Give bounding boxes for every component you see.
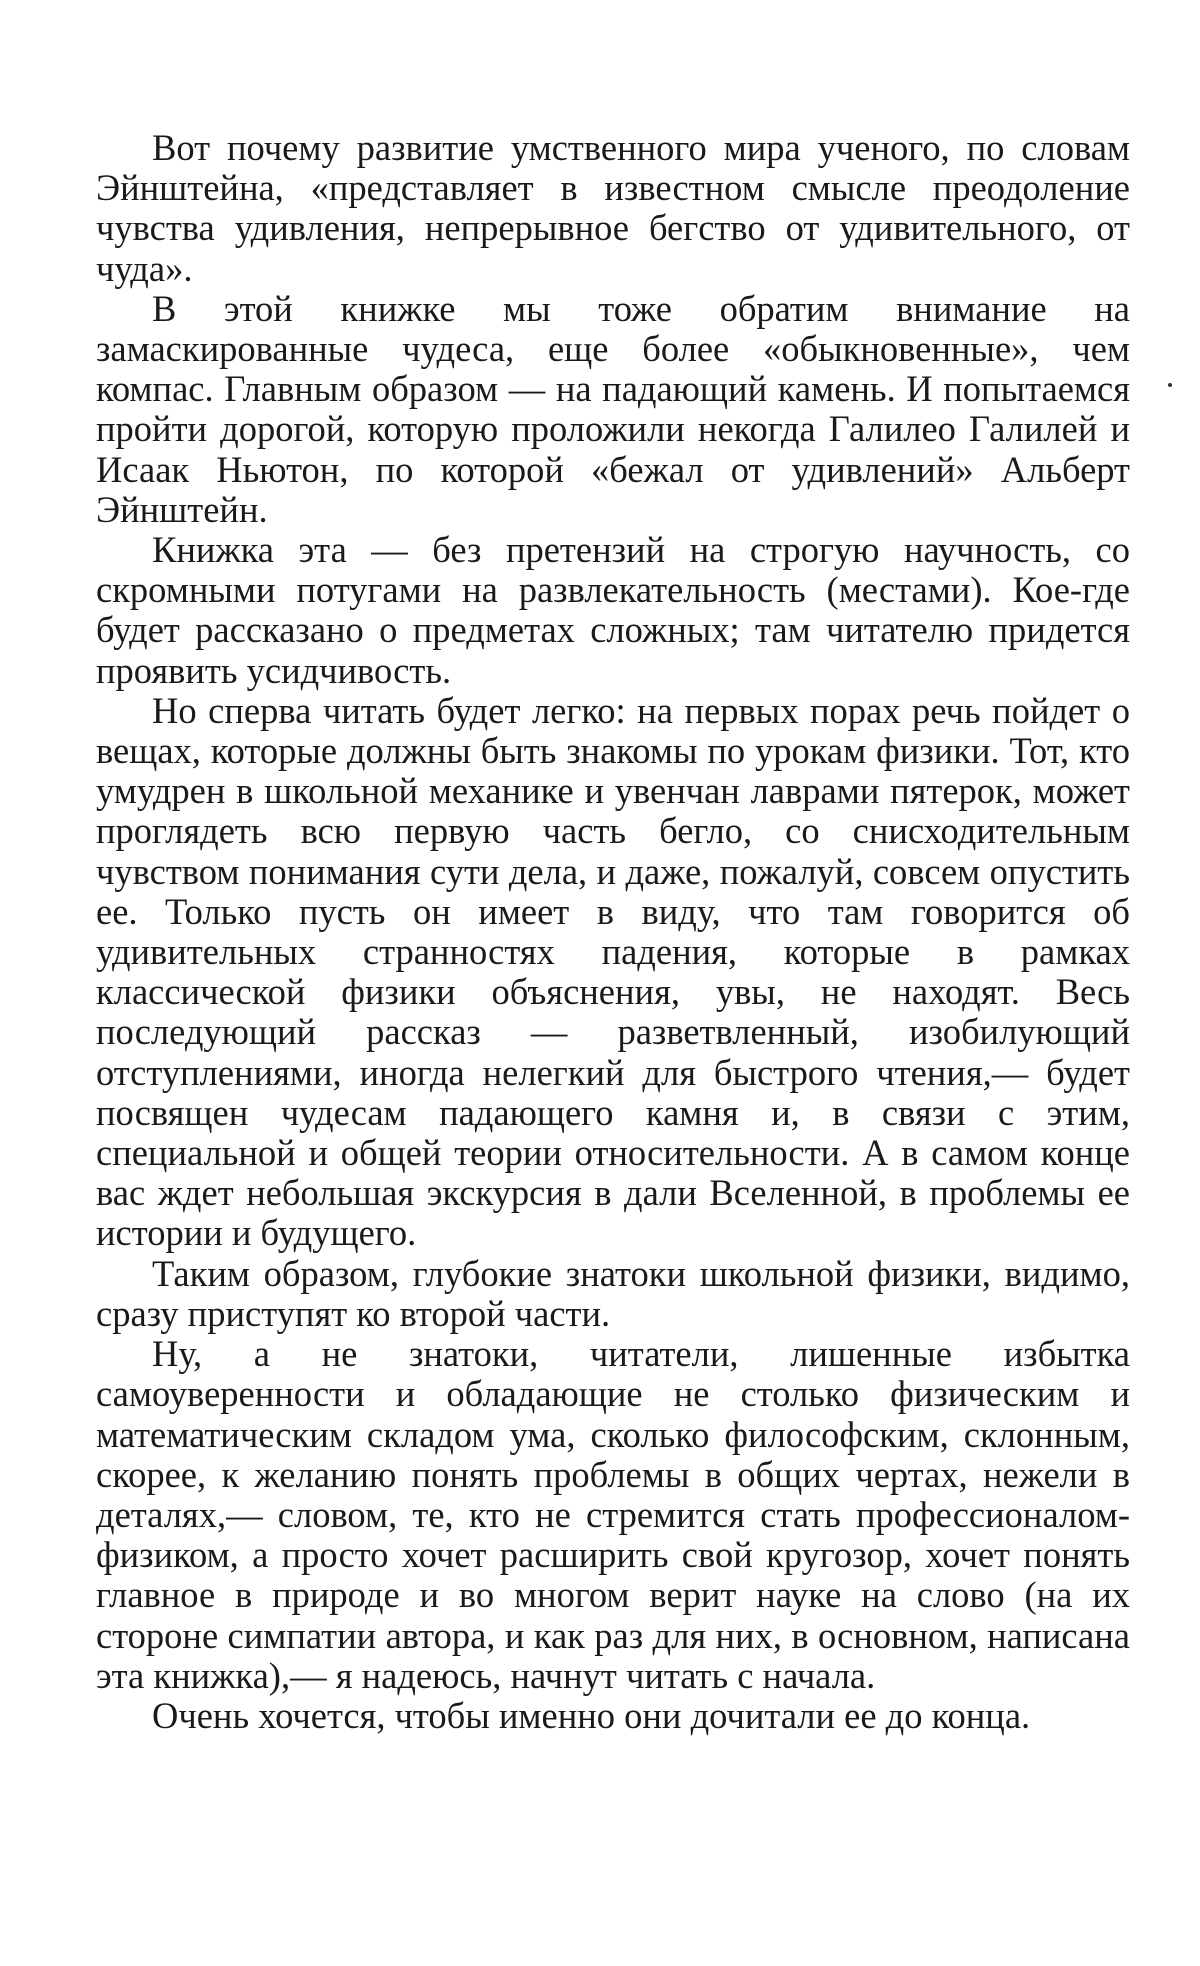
paragraph-1: Вот почему развитие умственного мира ученого, по словам Эйнштейна, «представляет в известном смысле преодоление чувства удивления, непрерывное бегство от удивительного, от чуда». <box>96 127 1130 289</box>
paragraph-4: Но сперва читать будет легко: на первых порах речь пойдет о вещах, которые должны быть знакомы по урокам физики. Тот, кто умудрен в школьной механике и увенчан лаврами пятерок, может проглядеть всю первую часть бегло, со снисходительным чувством понимания сути дела, и даже, пожалуй, совсем опустить ее. Только пусть он имеет в виду, что там говорится об удивительных странностях падения, которые в рамках классической физики объяснения, увы, не находят. Весь последующий рассказ — разветвленный, изобилующий отступлениями, иногда нелегкий для быстрого чтения,— будет посвящен чудесам падающего камня и, в связи с этим, специальной и общей теории относительности. А в самом конце вас ждет небольшая экскурсия в дали Вселенной, в проблемы ее истории и будущего. <box>96 689 1130 1254</box>
paragraph-2: В этой книжке мы тоже обратим внимание на замаскированные чудеса, еще более «обыкновенные», чем компас. Главным образом — на падающий камень. И попытаемся пройти дорогой, которую проложили некогда Галилео Галилей и Исаак Ньютон, по которой «бежал от удивлений» Альберт Эйнштейн. <box>96 287 1130 530</box>
paragraph-5: Таким образом, глубокие знатоки школьной физики, видимо, сразу приступят ко второй части. <box>96 1252 1130 1334</box>
paragraph-7: Очень хочется, чтобы именно они дочитали ее до конца. <box>152 1694 1031 1736</box>
margin-speck <box>1168 383 1172 387</box>
paragraph-3: Книжка эта — без претензий на строгую научность, со скромными потугами на развлекательность (местами). Кое-где будет рассказано о предметах сложных; там читателю придется проявить усидчивость. <box>96 529 1130 691</box>
paragraph-6: Ну, а не знатоки, читатели, лишенные избытка самоуверенности и обладающие не столько физическим и математическим складом ума, сколько философским, склонным, скорее, к желанию понять проблемы в общих чертах, нежели в деталях,— словом, те, кто не стремится стать профессионалом-физиком, а просто хочет расширить свой кругозор, хочет понять главное в природе и во многом верит науке на слово (на их стороне симпатии автора, и как раз для них, в основном, написана эта книжка),— я надеюсь, начнут читать с начала. <box>96 1333 1130 1696</box>
page-body <box>96 128 1130 1736</box>
